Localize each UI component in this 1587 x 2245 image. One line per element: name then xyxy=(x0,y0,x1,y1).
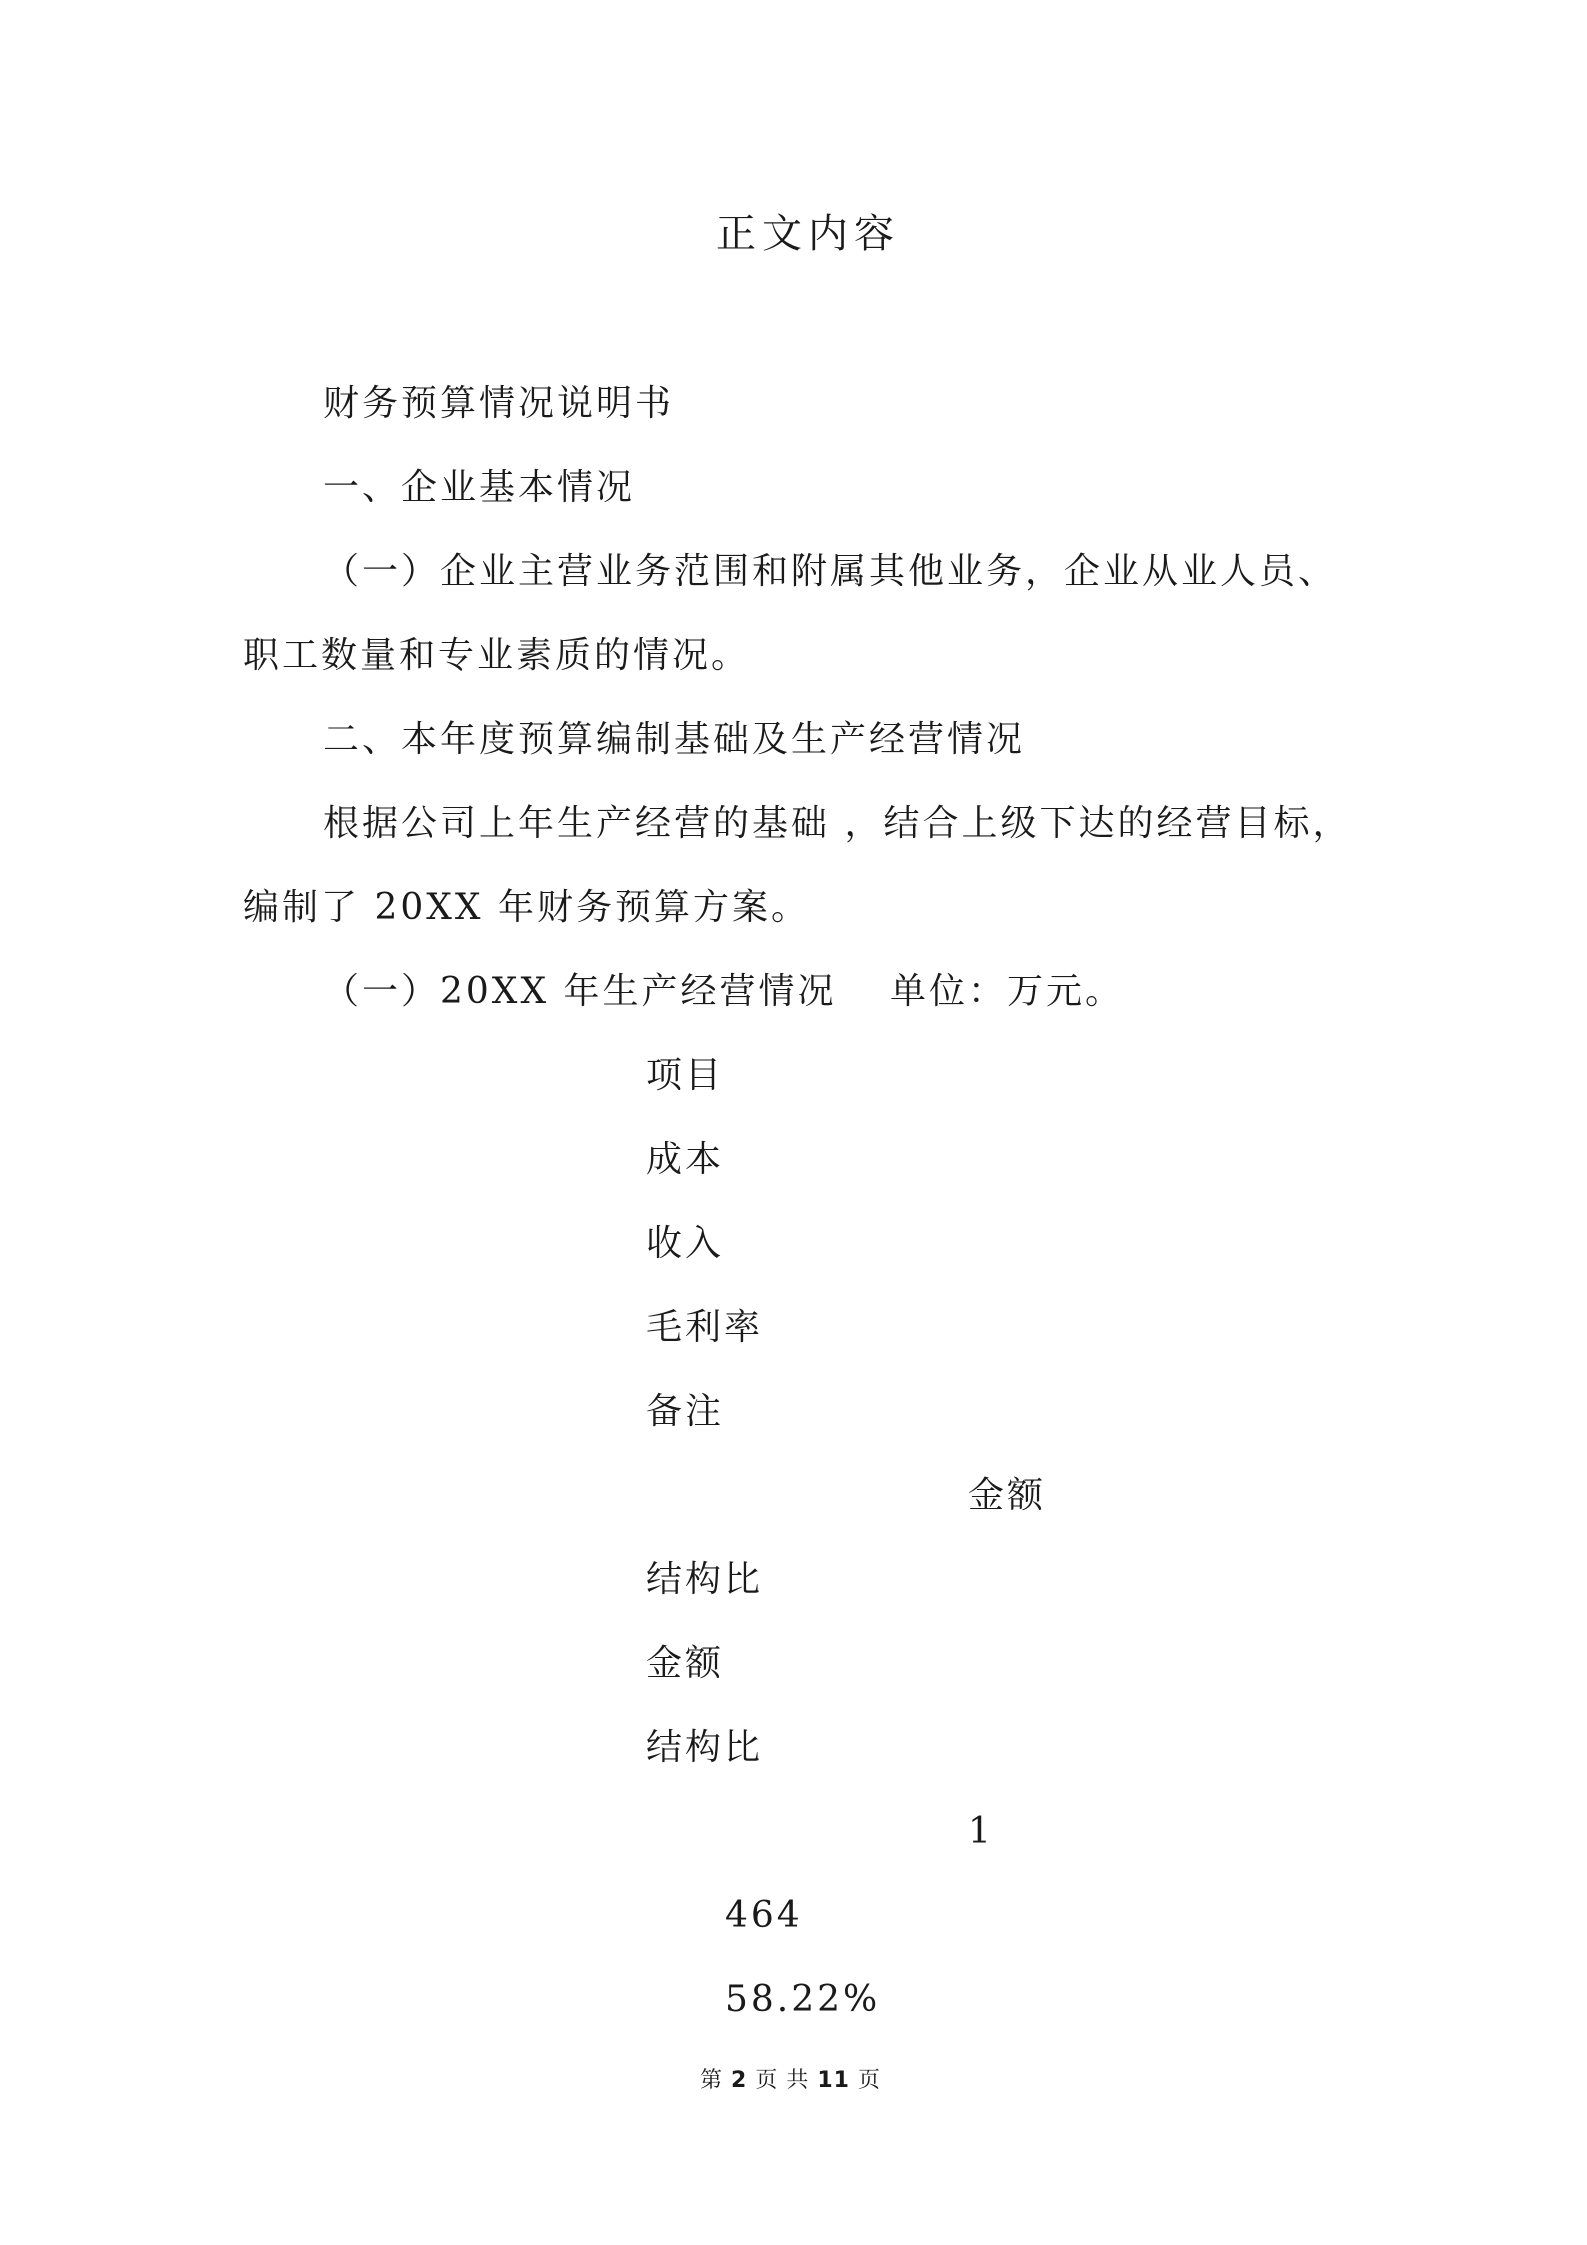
page-footer xyxy=(700,2067,881,2095)
table-cell: 结构比 xyxy=(646,1727,764,1768)
paragraph-line: 编制了 20XX 年财务预算方案。 xyxy=(243,887,810,928)
subsection-heading: （一）20XX 年生产经营情况 单位：万元。 xyxy=(323,971,1124,1012)
table-cell: 464 xyxy=(725,1895,803,1936)
page-title: 正文内容 xyxy=(716,211,900,257)
footer-middle: 页 共 xyxy=(755,2068,810,2093)
paragraph-line: 职工数量和专业素质的情况。 xyxy=(243,635,751,676)
section-heading-2: 二、本年度预算编制基础及生产经营情况 xyxy=(323,719,1026,760)
table-cell: 58.22% xyxy=(725,1979,881,2020)
paragraph-line: （一）企业主营业务范围和附属其他业务，企业从业人员、 xyxy=(323,551,1338,592)
table-cell: 1 xyxy=(968,1811,994,1852)
document-heading: 财务预算情况说明书 xyxy=(323,383,675,424)
table-cell: 收入 xyxy=(646,1223,725,1264)
footer-total-pages: 11 xyxy=(817,2068,850,2093)
table-cell: 结构比 xyxy=(646,1559,764,1600)
footer-current-page: 2 xyxy=(731,2068,748,2093)
table-cell: 金额 xyxy=(646,1643,725,1684)
table-cell: 备注 xyxy=(646,1391,725,1432)
table-cell: 毛利率 xyxy=(646,1307,764,1348)
table-cell: 成本 xyxy=(646,1139,725,1180)
footer-suffix: 页 xyxy=(857,2068,881,2093)
paragraph-line: 根据公司上年生产经营的基础 ，结合上级下达的经营目标， xyxy=(323,803,1352,844)
footer-prefix: 第 xyxy=(700,2068,724,2093)
section-heading-1: 一、企业基本情况 xyxy=(323,467,636,508)
table-cell: 项目 xyxy=(646,1055,725,1096)
table-cell: 金额 xyxy=(968,1475,1047,1516)
